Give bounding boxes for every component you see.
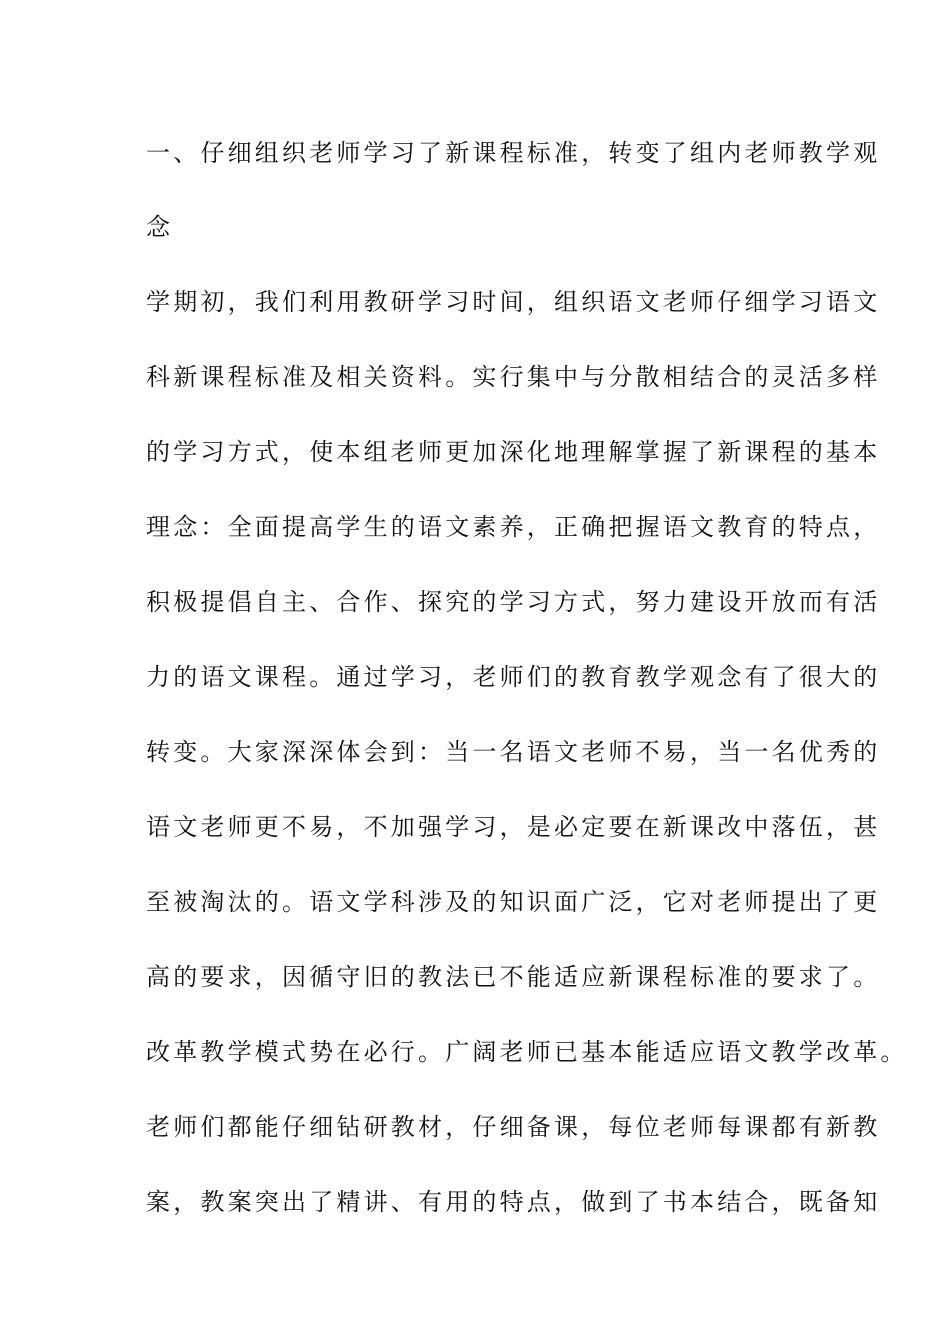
paragraph-line: 高的要求，因循守旧的教法已不能适应新课程标准的要求了。	[146, 963, 881, 991]
paragraph-line: 案，教案突出了精讲、有用的特点，做到了书本结合，既备知	[146, 1188, 881, 1216]
paragraph-line: 至被淘汰的。语文学科涉及的知识面广泛，它对老师提出了更	[146, 888, 881, 916]
paragraph-line: 积极提倡自主、合作、探究的学习方式，努力建设开放而有活	[146, 588, 881, 616]
paragraph-line: 力的语文课程。通过学习，老师们的教育教学观念有了很大的	[146, 663, 881, 691]
paragraph-line: 科新课程标准及相关资料。实行集中与分散相结合的灵活多样	[146, 363, 881, 391]
paragraph-line: 语文老师更不易，不加强学习，是必定要在新课改中落伍，甚	[146, 813, 881, 841]
paragraph-line: 学期初，我们利用教研学习时间，组织语文老师仔细学习语文	[146, 288, 881, 316]
paragraph-line: 转变。大家深深体会到：当一名语文老师不易，当一名优秀的	[146, 738, 881, 766]
paragraph-line: 改革教学模式势在必行。广阔老师已基本能适应语文教学改革。	[146, 1038, 908, 1066]
paragraph-line: 理念：全面提高学生的语文素养，正确把握语文教育的特点，	[146, 513, 881, 541]
heading-line-2: 念	[146, 213, 174, 241]
paragraph-line: 的学习方式，使本组老师更加深化地理解掌握了新课程的基本	[146, 438, 881, 466]
heading-line-1: 一、仔细组织老师学习了新课程标准，转变了组内老师教学观	[146, 139, 881, 167]
paragraph-line: 老师们都能仔细钻研教材，仔细备课，每位老师每课都有新教	[146, 1113, 881, 1141]
